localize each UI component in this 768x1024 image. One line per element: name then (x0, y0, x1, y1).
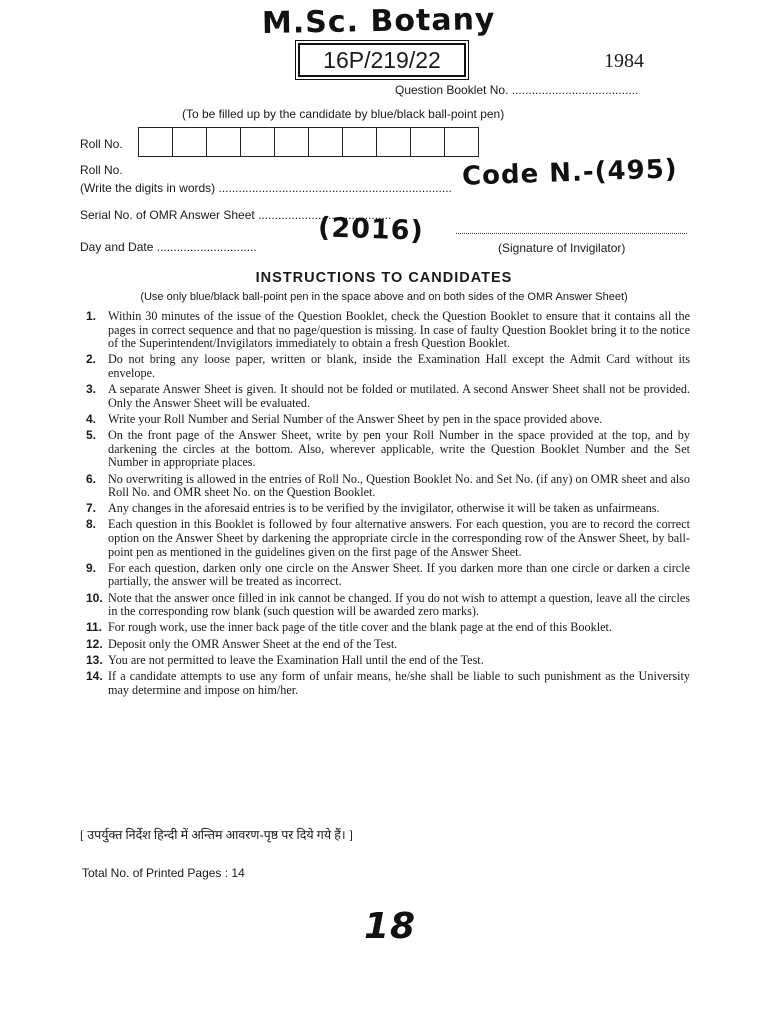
item-number: 12. (86, 636, 103, 651)
roll-no-boxes[interactable] (138, 127, 478, 157)
booklet-code: 16P/219/22 (298, 43, 466, 77)
list-item (86, 670, 690, 697)
item-number: 8. (86, 517, 97, 532)
omr-serial-field[interactable]: Serial No. of OMR Answer Sheet ........................................ (80, 208, 392, 222)
roll-box[interactable] (274, 127, 309, 157)
item-text: No overwriting is allowed in the entries of Roll No., Question Booklet No. and Set No. (if any) on OMR sheet and also Roll No. and OMR sheet No. on the Question Booklet. (108, 471, 690, 500)
list-item (86, 353, 690, 380)
roll-box[interactable] (240, 127, 275, 157)
list-item (86, 429, 690, 470)
roll-box[interactable] (172, 127, 207, 157)
item-text: For rough work, use the inner back page of the title cover and the blank page at the end of this Booklet. (108, 620, 612, 635)
signature-line[interactable] (456, 232, 687, 234)
question-booklet-no: Question Booklet No. ...................................... (395, 83, 639, 97)
list-item (86, 592, 690, 619)
roll-box[interactable] (410, 127, 445, 157)
item-number: 4. (86, 411, 97, 426)
handwritten-title: M.Sc. Botany (261, 1, 496, 42)
roll-box[interactable] (308, 127, 343, 157)
item-text: Each question in this Booklet is followed by four alternative answers. For each question, you are to record the correct option on the Answer Sheet by darkening the appropriate circle in the corresponding row of the Answer Sheet, by ball-point pen as mentioned in the guidelines given on the first page of the Answer Sheet. (108, 517, 690, 559)
list-item (86, 654, 690, 668)
item-text: A separate Answer Sheet is given. It should not be folded or mutilated. A second Answer Sheet shall not be provided. Only the Answer Sheet will be evaluated. (108, 382, 690, 410)
roll-no-words-label: Roll No. (80, 163, 123, 177)
item-text: Note that the answer once filled in ink cannot be changed. If you do not wish to attempt a question, leave all the circles in the corresponding row blank (such question will be awarded zero marks). (108, 590, 690, 619)
handwritten-number: 18 (364, 906, 417, 947)
handwritten-year: (2016) (317, 212, 425, 247)
list-item (86, 562, 690, 589)
item-text: For each question, darken only one circle on the Answer Sheet. If you darken more than one circle or darken a circle partially, the answer will be treated as incorrect. (108, 560, 690, 589)
item-number: 10. (86, 590, 103, 605)
list-item (86, 413, 690, 427)
list-item (86, 638, 690, 652)
item-text: Do not bring any loose paper, written or blank, inside the Examination Hall except the Admit Card without its envelope. (108, 352, 690, 380)
roll-box[interactable] (138, 127, 173, 157)
item-text: If a candidate attempts to use any form of unfair means, he/she shall be liable to such punishment as the University may determine and impose on him/her. (108, 668, 690, 697)
item-number: 2. (86, 352, 97, 367)
item-text: Any changes in the aforesaid entries is to be verified by the invigilator, otherwise it will be taken as unfairmeans. (108, 501, 660, 516)
item-text: You are not permitted to leave the Examination Hall until the end of the Test. (108, 652, 484, 667)
roll-no-words-field[interactable]: (Write the digits in words) ...................................................................... (80, 181, 452, 195)
signature-label: (Signature of Invigilator) (498, 241, 626, 255)
item-text: Deposit only the OMR Answer Sheet at the end of the Test. (108, 636, 398, 651)
roll-box[interactable] (444, 127, 479, 157)
list-item (86, 473, 690, 500)
list-item (86, 383, 690, 410)
item-text: Within 30 minutes of the issue of the Question Booklet, check the Question Booklet to ensure that it contains all the pages in correct sequence and that no page/question is missing. In case of faulty Question Booklet bring it to the notice of the Superintendent/Invigilators immediately to obtain a fresh Question Booklet. (108, 309, 690, 351)
item-number: 11. (86, 620, 103, 635)
item-number: 3. (86, 382, 97, 397)
roll-no-label: Roll No. (80, 137, 123, 151)
item-number: 13. (86, 652, 103, 667)
handwritten-code: Code N.-(495) (461, 154, 679, 192)
list-item (86, 310, 690, 351)
item-text: On the front page of the Answer Sheet, write by pen your Roll Number in the space provided at the top, and by darkening the circles at the bottom. Also, wherever applicable, write the Question Booklet Number and the Set Number in appropriate places. (108, 428, 690, 470)
instructions-title: INSTRUCTIONS TO CANDIDATES (255, 270, 513, 286)
roll-box[interactable] (206, 127, 241, 157)
hindi-note: [ उपर्युक्त निर्देश हिन्दी में अन्तिम आवरण-पृष्ठ पर दिये गये हैं। ] (80, 828, 353, 842)
list-item (86, 502, 690, 516)
list-item (86, 621, 690, 635)
serial-number: 1984 (604, 50, 644, 72)
item-number: 9. (86, 560, 97, 575)
instructions-list (86, 310, 690, 700)
item-number: 6. (86, 471, 97, 486)
item-number: 7. (86, 501, 97, 516)
item-number: 1. (86, 309, 97, 323)
total-pages: Total No. of Printed Pages : 14 (82, 866, 245, 880)
day-date-field[interactable]: Day and Date .............................. (80, 240, 257, 254)
fill-instruction: (To be filled up by the candidate by blue/black ball-point pen) (182, 107, 505, 121)
list-item (86, 518, 690, 559)
instructions-subtitle: (Use only blue/black ball-point pen in the space above and on both sides of the OMR Answer Sheet) (140, 291, 628, 303)
item-text: Write your Roll Number and Serial Number of the Answer Sheet by pen in the space provided above. (108, 411, 603, 426)
item-number: 5. (86, 428, 97, 443)
roll-box[interactable] (342, 127, 377, 157)
item-number: 14. (86, 668, 103, 683)
roll-box[interactable] (376, 127, 411, 157)
